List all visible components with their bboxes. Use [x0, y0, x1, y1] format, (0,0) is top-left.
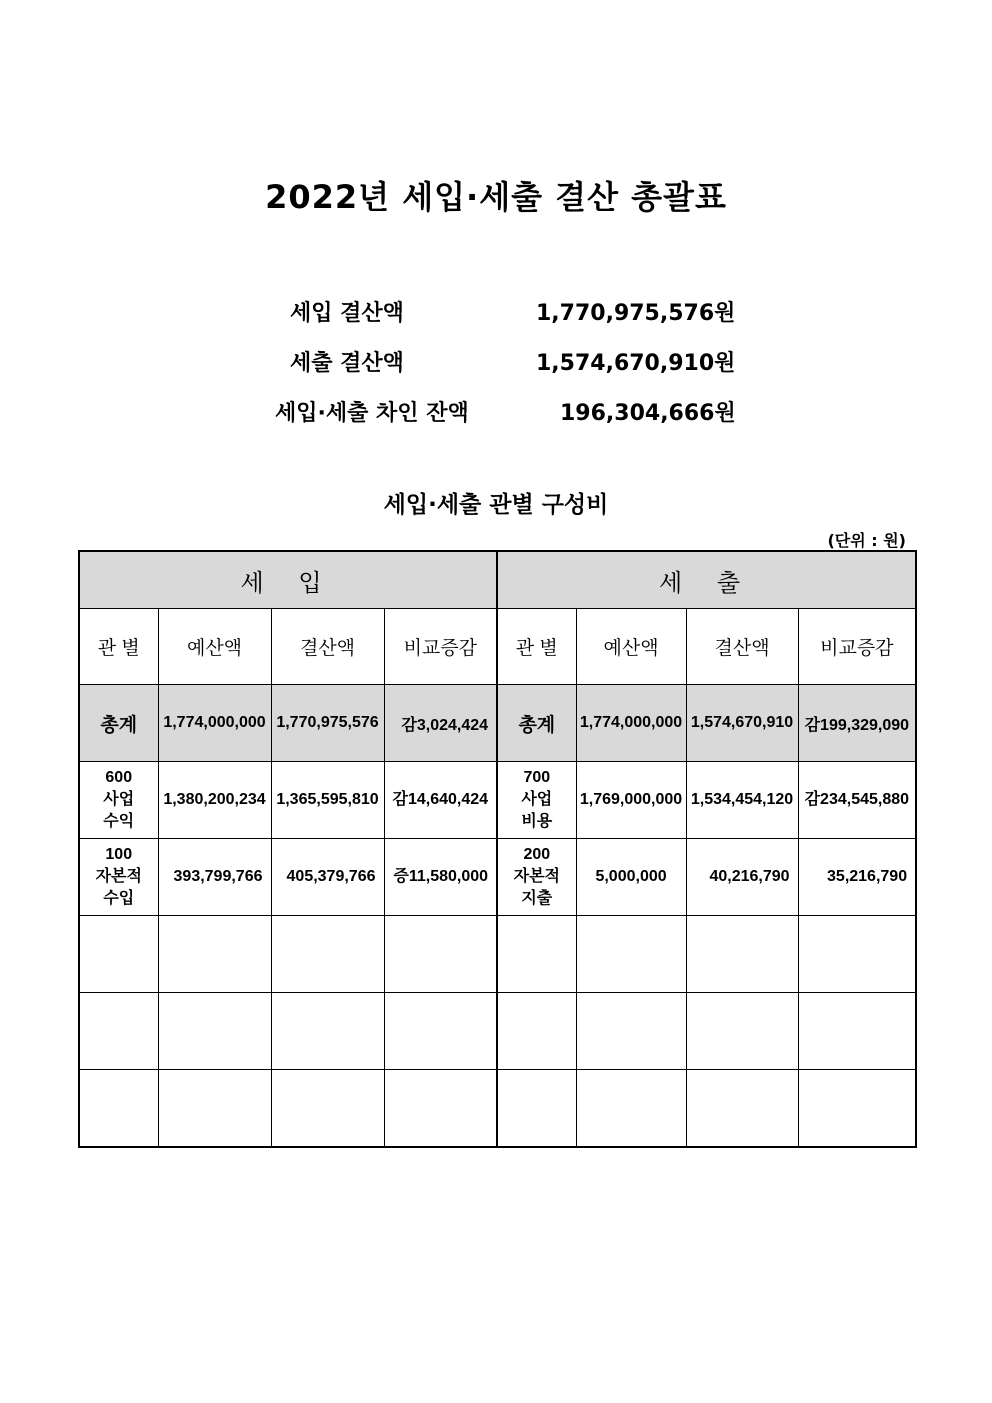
expense-header: 세 출 — [497, 551, 916, 609]
empty-cell — [686, 916, 798, 993]
table-title: 세입·세출 관별 구성비 — [383, 492, 609, 518]
unit-label: (단위 : 원) — [827, 531, 906, 550]
empty-cell — [798, 993, 916, 1070]
summary-label: 세입·세출 차인 잔액 — [275, 401, 469, 426]
table-cell: 감199,329,090 — [798, 685, 916, 762]
column-header: 예산액 — [158, 609, 271, 685]
summary-label: 세입 결산액 — [290, 301, 404, 326]
column-header: 예산액 — [576, 609, 686, 685]
empty-cell — [798, 916, 916, 993]
revenue-header: 세 입 — [79, 551, 497, 609]
column-header-row — [79, 609, 916, 685]
empty-cell — [497, 916, 576, 993]
column-header: 결산액 — [686, 609, 798, 685]
empty-cell — [158, 1070, 271, 1148]
empty-cell — [384, 916, 497, 993]
budget-table — [78, 550, 917, 1148]
table-cell: 1,774,000,000 — [576, 685, 686, 762]
table-cell: 40,216,790 — [686, 839, 798, 916]
empty-cell — [271, 1070, 384, 1148]
column-header: 관 별 — [79, 609, 158, 685]
table-cell: 감3,024,424 — [384, 685, 497, 762]
empty-cell — [79, 993, 158, 1070]
empty-cell — [576, 993, 686, 1070]
table-row — [79, 839, 916, 916]
empty-cell — [686, 1070, 798, 1148]
table-cell: 1,365,595,810 — [271, 762, 384, 839]
category-cell — [497, 839, 576, 916]
category-code: 100 — [105, 846, 133, 863]
category-code: 700 — [523, 769, 551, 786]
empty-cell — [158, 916, 271, 993]
table-cell: 감234,545,880 — [798, 762, 916, 839]
empty-cell — [79, 916, 158, 993]
table-cell: 405,379,766 — [271, 839, 384, 916]
empty-cell — [686, 993, 798, 1070]
category-name: 수익 — [103, 813, 135, 830]
category-code: 600 — [105, 769, 133, 786]
page-title: 2022년 세입·세출 결산 총괄표 — [265, 178, 727, 216]
table-cell: 393,799,766 — [158, 839, 271, 916]
summary-label: 세출 결산액 — [290, 351, 404, 376]
total-row — [79, 685, 916, 762]
summary-value: 1,574,670,910원 — [536, 351, 736, 376]
table-cell: 1,774,000,000 — [158, 685, 271, 762]
total-label: 총계 — [497, 685, 576, 762]
category-name: 사업 — [103, 791, 135, 808]
empty-cell — [79, 1070, 158, 1148]
category-name: 지출 — [521, 890, 553, 907]
empty-cell — [158, 993, 271, 1070]
table-cell: 1,770,975,576 — [271, 685, 384, 762]
column-header: 비교증감 — [384, 609, 497, 685]
category-cell — [79, 839, 158, 916]
summary-value: 1,770,975,576원 — [536, 301, 736, 326]
table-cell: 증11,580,000 — [384, 839, 497, 916]
table-cell: 5,000,000 — [576, 839, 686, 916]
empty-row — [79, 993, 916, 1070]
table-cell: 1,380,200,234 — [158, 762, 271, 839]
empty-cell — [576, 1070, 686, 1148]
category-name: 수입 — [103, 890, 135, 907]
column-header: 비교증감 — [798, 609, 916, 685]
column-header: 관 별 — [497, 609, 576, 685]
empty-cell — [384, 1070, 497, 1148]
table-cell: 1,574,670,910 — [686, 685, 798, 762]
total-label: 총계 — [79, 685, 158, 762]
empty-cell — [798, 1070, 916, 1148]
empty-cell — [271, 993, 384, 1070]
table-cell: 35,216,790 — [798, 839, 916, 916]
empty-cell — [497, 1070, 576, 1148]
summary-value: 196,304,666원 — [560, 401, 736, 426]
category-name: 사업 — [521, 791, 553, 808]
empty-row — [79, 1070, 916, 1148]
empty-cell — [576, 916, 686, 993]
empty-cell — [271, 916, 384, 993]
category-cell — [79, 762, 158, 839]
category-name: 자본적 — [95, 868, 142, 885]
category-name: 자본적 — [513, 868, 560, 885]
category-name: 비용 — [521, 813, 553, 830]
column-header: 결산액 — [271, 609, 384, 685]
category-cell — [497, 762, 576, 839]
section-header-row — [79, 551, 916, 609]
empty-cell — [497, 993, 576, 1070]
table-cell: 1,534,454,120 — [686, 762, 798, 839]
table-cell: 감14,640,424 — [384, 762, 497, 839]
empty-row — [79, 916, 916, 993]
category-code: 200 — [523, 846, 551, 863]
empty-cell — [384, 993, 497, 1070]
table-cell: 1,769,000,000 — [576, 762, 686, 839]
table-row — [79, 762, 916, 839]
